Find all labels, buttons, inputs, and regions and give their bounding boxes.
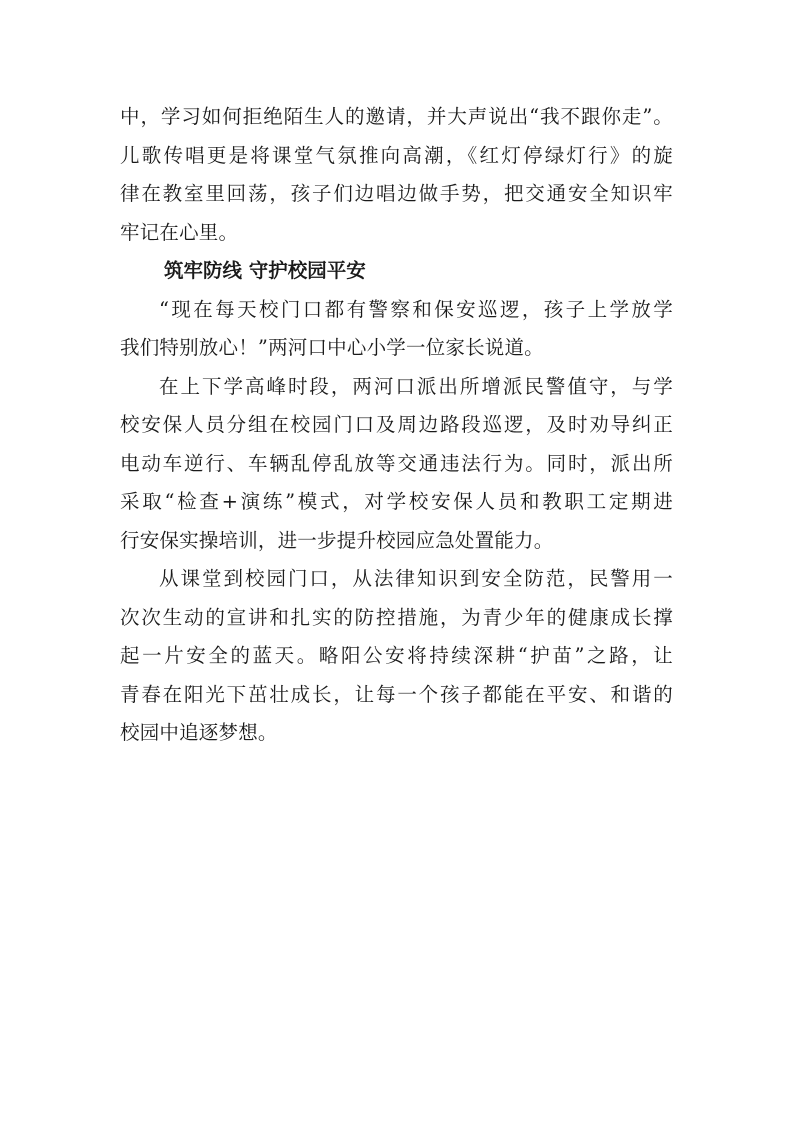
text-line: 行安保实操培训，进一步提升校园应急处置能力。 [120, 528, 554, 552]
text-line: 次次生动的宣讲和扎实的防控措施，为青少年的健康成长撑 [120, 605, 673, 629]
paragraph [120, 98, 673, 252]
text-line: 律在教室里回荡，孩子们边唱边做手势，把交通安全知识牢 [120, 182, 673, 205]
text-line: 起一片安全的蓝天。略阳公安将持续深耕“护苗”之路，让 [120, 644, 673, 667]
text-line: 校园中追逐梦想。 [120, 721, 278, 744]
paragraph [120, 368, 673, 561]
text-line: 电动车逆行、车辆乱停乱放等交通违法行为。同时，派出所 [120, 451, 673, 475]
text-line: “现在每天校门口都有警察和保安巡逻，孩子上学放学 [159, 297, 673, 321]
paragraph [120, 291, 673, 368]
text-line: 牢记在心里。 [120, 220, 239, 244]
text-line: 青春在阳光下茁壮成长，让每一个孩子都能在平安、和谐的 [120, 682, 673, 706]
paragraph [120, 560, 673, 753]
section-heading: 筑牢防线 守护校园平安 [164, 259, 366, 282]
text-line: 从课堂到校园门口，从法律知识到安全防范，民警用一 [159, 567, 673, 590]
text-line: 在上下学高峰时段，两河口派出所增派民警值守，与学 [159, 374, 673, 398]
article-body [120, 98, 673, 753]
text-line: 儿歌传唱更是将课堂气氛推向高潮，《红灯停绿灯行》的旋 [120, 143, 673, 167]
text-line: 采取“检查+演练”模式，对学校安保人员和教职工定期进 [120, 490, 673, 513]
text-line: 校安保人员分组在校园门口及周边路段巡逻，及时劝导纠正 [120, 413, 673, 436]
text-line: 中，学习如何拒绝陌生人的邀请，并大声说出“我不跟你走”。 [120, 105, 673, 128]
text-line: 我们特别放心！”两河口中心小学一位家长说道。 [120, 336, 544, 359]
